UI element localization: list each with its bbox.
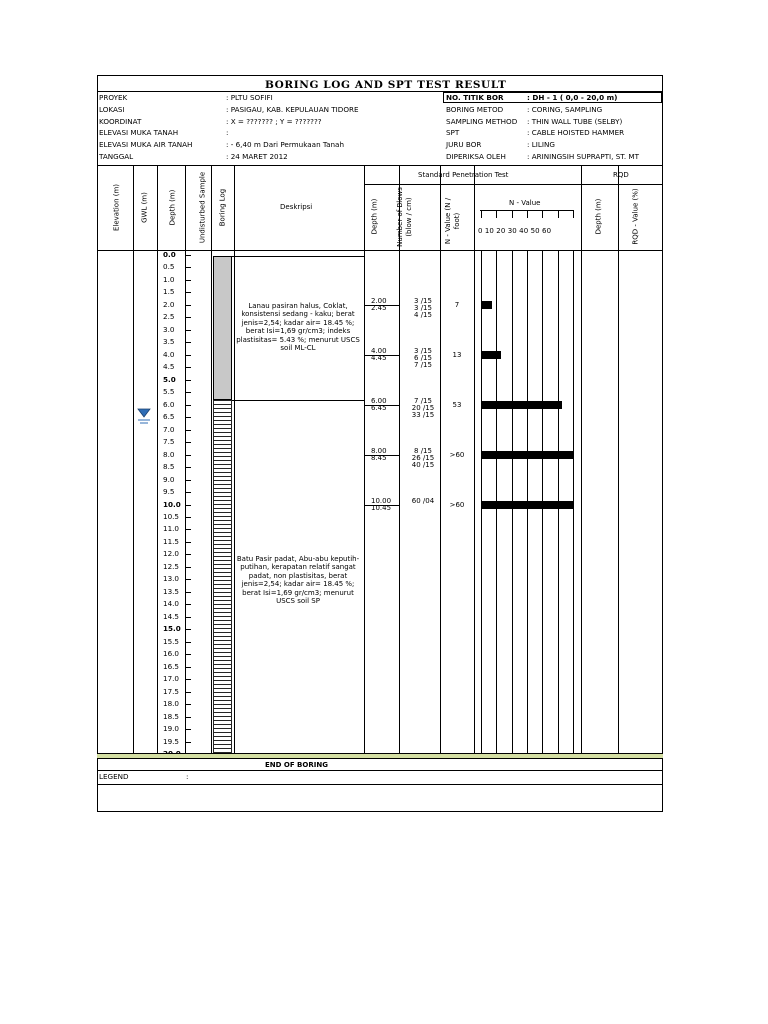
depth-label: 19.5 (163, 736, 180, 746)
depth-label: 13.5 (163, 586, 180, 596)
column-line (440, 165, 441, 753)
spt-title: Standard Penetration Test (418, 171, 509, 179)
depth-tick (186, 417, 191, 418)
depth-label: 0.5 (163, 262, 175, 272)
depth-tick (186, 529, 191, 530)
depth-label: 11.5 (163, 536, 180, 546)
col-nvalue: N - Value (N / foot) (444, 197, 461, 245)
header-value: : CORING, SAMPLING (527, 104, 603, 114)
nvalue-bar (481, 401, 562, 409)
spt-blow-3: 40 /15 (411, 460, 435, 469)
depth-tick (186, 392, 191, 393)
depth-label: 6.5 (163, 412, 175, 422)
header-value: : THIN WALL TUBE (SELBY) (527, 116, 623, 126)
header-label: JURU BOR (446, 140, 482, 150)
header-label: BORING METOD (446, 104, 504, 114)
depth-label: 1.0 (163, 274, 175, 284)
depth-tick (186, 692, 191, 693)
col-deskripsi: Deskripsi (280, 203, 313, 211)
layer-boundary (232, 256, 364, 257)
spt-n-value: 13 (452, 350, 462, 359)
spt-depth-to: 6.45 (371, 403, 387, 412)
depth-tick (186, 380, 191, 381)
depth-tick (186, 617, 191, 618)
col-blows: Number of Blows (blow / cm) (396, 187, 413, 247)
depth-tick (186, 629, 191, 630)
nvalue-scale: 0 10 20 30 40 50 60 (478, 227, 552, 235)
column-line (618, 165, 619, 753)
col-spt-depth: Depth (m) (370, 198, 379, 235)
depth-tick (186, 367, 191, 368)
header-label: PROYEK (99, 93, 128, 102)
depth-tick (186, 729, 191, 730)
depth-label: 10.5 (163, 511, 180, 521)
depth-label: 5.0 (163, 374, 176, 384)
spt-n-value: 7 (454, 300, 460, 309)
depth-label: 4.0 (163, 349, 175, 359)
depth-tick (186, 517, 191, 518)
spt-blow-3: 4 /15 (414, 310, 432, 319)
column-line (211, 165, 212, 753)
spt-blow-3: 7 /15 (414, 360, 432, 369)
depth-tick (186, 667, 191, 668)
spt-blow-2: 26 /15 (411, 453, 435, 462)
header-label: DIPERIKSA OLEH (446, 152, 506, 161)
depth-label: 14.5 (163, 611, 180, 621)
depth-label: 0.0 (163, 250, 176, 259)
depth-tick (186, 480, 191, 481)
depth-label: 3.0 (163, 324, 175, 334)
col-rqd-depth: Depth (m) (594, 198, 603, 235)
bore-id-box (443, 92, 662, 103)
depth-label: 16.5 (163, 661, 180, 671)
layer-description-2: Batu Pasir padat, Abu-abu keputih-putihan, kerapatan relatif sangat padat, non plastisitas, berat jenis=2,54; kadar air= 18.45 %; berat Isi=1,69 gr/cm3; menurut USCS soil SP (236, 555, 360, 606)
spt-blow-1: 60 /04 (411, 496, 435, 505)
nvalue-bar (481, 301, 492, 309)
header-value: : PLTU SOFIFI (226, 93, 273, 102)
col-boring-log: Boring Log (218, 188, 227, 227)
col-rqd-value: RQD - Value (%) (631, 188, 640, 245)
header-value: : PASIGAU, KAB. KEPULAUAN TIDORE (226, 104, 359, 114)
header-label: SPT (446, 128, 460, 138)
spt-depth-from: 4.00 (371, 346, 387, 355)
column-line (364, 165, 365, 753)
col-elevation: Elevation (m) (112, 183, 121, 232)
depth-label: 2.5 (163, 312, 175, 322)
depth-label: 18.5 (163, 711, 180, 721)
depth-tick (186, 579, 191, 580)
spt-depth-from: 10.00 (371, 496, 392, 505)
divider (97, 770, 663, 771)
depth-label: 6.0 (163, 399, 175, 409)
depth-tick (186, 317, 191, 318)
depth-label: 5.5 (163, 387, 175, 397)
depth-tick (186, 405, 191, 406)
depth-tick (186, 255, 191, 256)
nvalue-bar (481, 501, 573, 509)
end-of-boring-label: END OF BORING (265, 761, 328, 769)
spt-blow-1: 3 /15 (414, 296, 432, 305)
header-label: TANGGAL (99, 152, 134, 161)
depth-label: 17.5 (163, 686, 180, 696)
header-value: : X = ??????? ; Y = ??????? (226, 116, 322, 126)
end-of-boring-band (97, 753, 663, 759)
depth-label: 3.5 (163, 337, 175, 347)
depth-label: 2.0 (163, 299, 175, 309)
depth-label: 15.5 (163, 636, 180, 646)
spt-blow-2: 6 /15 (414, 353, 432, 362)
column-line (474, 165, 475, 753)
header-label: KOORDINAT (99, 116, 142, 126)
spt-depth-to: 4.45 (371, 353, 387, 362)
spt-depth-from: 8.00 (371, 446, 387, 455)
sand-layer-fill (213, 400, 232, 753)
depth-label: 7.5 (163, 437, 175, 447)
spt-n-value: >60 (449, 450, 465, 459)
silt-layer-fill (213, 256, 232, 400)
depth-tick (186, 305, 191, 306)
nvalue-scale-tick (573, 210, 574, 218)
depth-tick (186, 455, 191, 456)
groundwater-level-icon (136, 407, 152, 425)
depth-tick (186, 342, 191, 343)
depth-tick (186, 742, 191, 743)
legend-colon: : (186, 772, 189, 781)
header-value: : CABLE HOISTED HAMMER (527, 128, 625, 138)
depth-label: 8.0 (163, 449, 175, 459)
header-value: : (226, 128, 229, 138)
nvalue-scale-tick (542, 210, 543, 218)
depth-tick (186, 717, 191, 718)
header-label: LOKASI (99, 104, 125, 114)
header-value: : 24 MARET 2012 (226, 152, 288, 161)
spt-depth-to: 10.45 (371, 503, 392, 512)
depth-tick (186, 592, 191, 593)
depth-tick (186, 355, 191, 356)
depth-tick (186, 542, 191, 543)
col-depth: Depth (m) (168, 189, 177, 226)
depth-label: 13.0 (163, 574, 180, 584)
depth-label: 4.5 (163, 362, 175, 372)
spt-depth-to: 8.45 (371, 453, 387, 462)
divider (97, 784, 663, 785)
header-value: : - 6,40 m Dari Permukaan Tanah (226, 140, 345, 150)
nvalue-bar (481, 351, 501, 359)
header-value: : DH - 1 ( 0,0 - 20,0 m) (527, 93, 618, 102)
nvalue-scale-tick (527, 210, 528, 218)
nvalue-scale-tick (496, 210, 497, 218)
spt-blow-1: 3 /15 (414, 346, 432, 355)
depth-tick (186, 442, 191, 443)
depth-tick (186, 567, 191, 568)
depth-label: 14.0 (163, 599, 180, 609)
layer-description-1: Lanau pasiran halus, Coklat, konsistensi sedang - kaku; berat jenis=2,54; kadar air= 18.45 %; berat Isi=1,69 gr/cm3; indeks plastisitas= 5.43 %; menurut USCS soil ML-CL (236, 302, 360, 353)
col-gwl: GWL (m) (140, 192, 149, 223)
header-label: NO. TITIK BOR (446, 93, 504, 102)
depth-tick (186, 467, 191, 468)
spt-blow-3: 33 /15 (411, 410, 435, 419)
depth-tick (186, 492, 191, 493)
divider (97, 165, 663, 166)
header-label: ELEVASI MUKA TANAH (99, 128, 179, 138)
nvalue-scale-tick (512, 210, 513, 218)
spt-depth-from: 6.00 (371, 396, 387, 405)
spt-depth-to: 2.45 (371, 303, 387, 312)
spt-depth-from: 2.00 (371, 296, 387, 305)
depth-label: 16.0 (163, 649, 180, 659)
depth-tick (186, 430, 191, 431)
nvalue-scale-tick (481, 210, 482, 218)
depth-label: 10.0 (163, 499, 181, 509)
depth-label: 19.0 (163, 724, 180, 734)
nvalue-chart-title: N - Value (509, 199, 541, 207)
depth-tick (186, 505, 191, 506)
depth-label: 18.0 (163, 699, 180, 709)
header-value: : LILING (527, 140, 555, 150)
depth-label: 7.0 (163, 424, 175, 434)
depth-label: 17.0 (163, 674, 180, 684)
layer-boundary (232, 400, 364, 401)
page-title: BORING LOG AND SPT TEST RESULT (265, 79, 507, 91)
depth-tick (186, 679, 191, 680)
depth-tick (186, 267, 191, 268)
column-line (234, 165, 235, 753)
header-value: : ARININGSIH SUPRAPTI, ST. MT (527, 152, 640, 161)
spt-blow-1: 7 /15 (414, 396, 432, 405)
spt-blow-2: 20 /15 (411, 403, 435, 412)
depth-label: 12.5 (163, 561, 180, 571)
depth-tick (186, 280, 191, 281)
col-undisturbed: Undisturbed Sample (198, 171, 207, 244)
depth-label: 1.5 (163, 287, 175, 297)
header-label: SAMPLING METHOD (446, 116, 518, 126)
depth-tick (186, 642, 191, 643)
depth-label: 8.5 (163, 462, 175, 472)
nvalue-gridline (573, 250, 574, 753)
column-line (133, 165, 134, 753)
column-line (581, 165, 582, 753)
column-line (399, 165, 400, 753)
rqd-title: RQD (613, 171, 629, 179)
depth-label: 11.0 (163, 524, 180, 534)
depth-tick (186, 704, 191, 705)
spt-blow-2: 3 /15 (414, 303, 432, 312)
nvalue-scale-tick (558, 210, 559, 218)
depth-label: 9.0 (163, 474, 175, 484)
depth-label: 9.5 (163, 487, 175, 497)
nvalue-bar (481, 451, 573, 459)
spt-blow-1: 8 /15 (414, 446, 432, 455)
legend-label: LEGEND (99, 772, 129, 781)
depth-tick (186, 654, 191, 655)
spt-n-value: 53 (452, 400, 462, 409)
depth-tick (186, 292, 191, 293)
depth-label: 12.0 (163, 549, 180, 559)
header-label: ELEVASI MUKA AIR TANAH (99, 140, 193, 150)
depth-tick (186, 330, 191, 331)
column-line (157, 165, 158, 753)
depth-label: 15.0 (163, 624, 181, 634)
depth-tick (186, 554, 191, 555)
spt-n-value: >60 (449, 500, 465, 509)
depth-tick (186, 604, 191, 605)
